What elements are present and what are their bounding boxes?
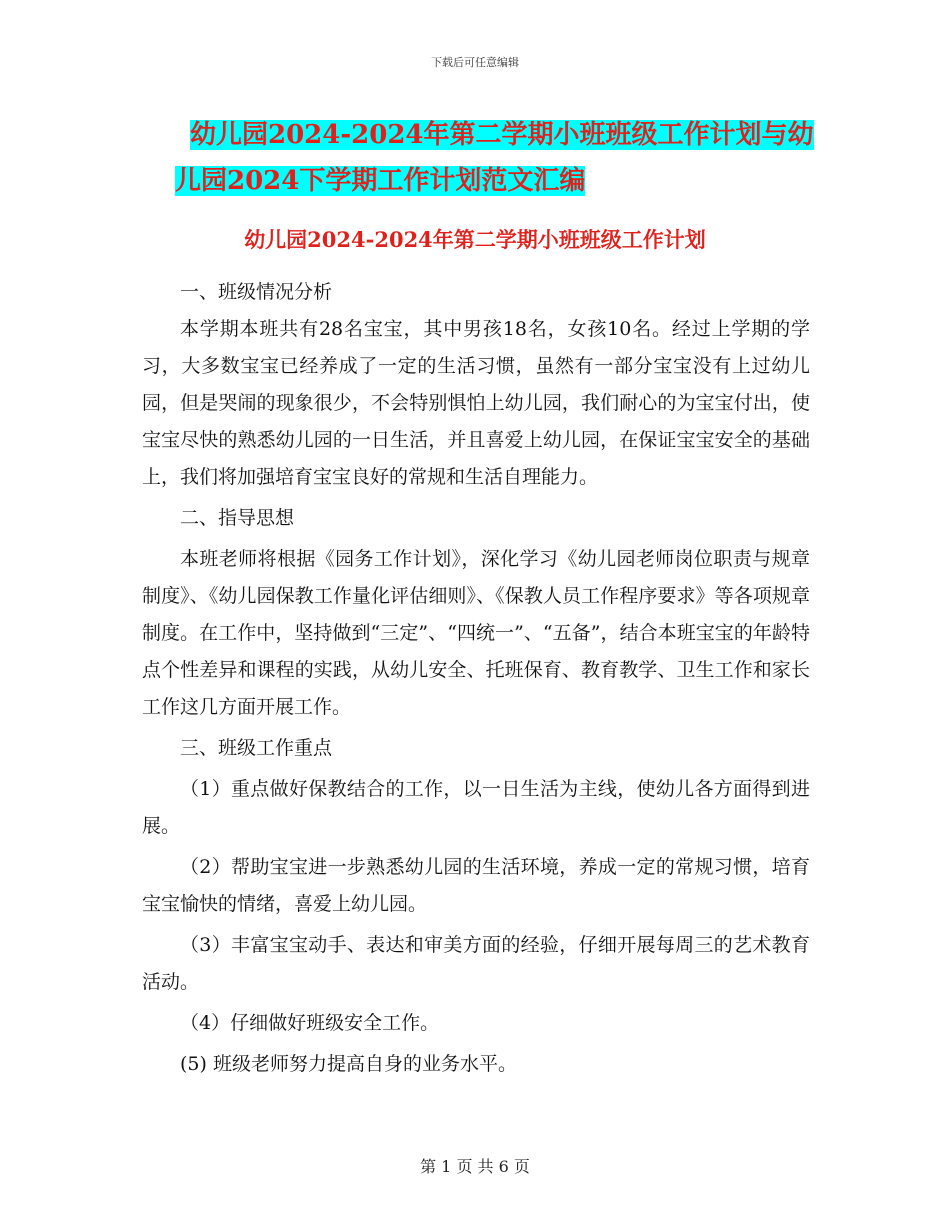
paragraph-class-analysis: 本学期本班共有28名宝宝，其中男孩18名，女孩10名。经过上学期的学习，大多数宝宝已经养成了一定的生活习惯，虽然有一部分宝宝没有上过幼儿园，但是哭闹的现象很少，不会特别惧怕上幼儿园，我们耐心的为宝宝付出，使宝宝尽快的熟悉幼儿园的一日生活，并且喜爱上幼儿园，在保证宝宝安全的基础上，我们将加强培育宝宝良好的常规和生活自理能力。 [142,318,810,488]
focus-item-2: （2）帮助宝宝进一步熟悉幼儿园的生活环境，养成一定的常规习惯，培育宝宝愉快的情绪，喜爱上幼儿园。 [142,856,810,915]
header-note: 下载后可任意编辑 [431,56,519,69]
title-line-1 [140,112,820,158]
title-line-2 [140,158,820,204]
title-line-1-text: 幼儿园2024-2024年第二学期小班班级工作计划与幼 [190,120,814,150]
page-footer: 第 1 页 共 6 页 [420,1157,530,1176]
heading-class-analysis: 一、班级情况分析 [180,281,333,303]
focus-item-4: （4）仔细做好班级安全工作。 [180,1012,440,1034]
focus-item-3: （3）丰富宝宝动手、表达和审美方面的经验，仔细开展每周三的艺术教育活动。 [142,934,810,993]
focus-item-1: （1）重点做好保教结合的工作，以一日生活为主线，使幼儿各方面得到进展。 [142,778,810,837]
title-line-2-text: 儿园2024下学期工作计划范文汇编 [175,166,586,196]
document-body [142,274,810,1083]
heading-guiding-thought: 二、指导思想 [180,507,295,529]
heading-work-focus: 三、班级工作重点 [180,737,333,759]
section-title: 幼儿园2024-2024年第二学期小班班级工作计划 [244,227,706,252]
document-title [140,112,820,204]
paragraph-guiding-thought: 本班老师将根据《园务工作计划》，深化学习《幼儿园老师岗位职责与规章制度》、《幼儿园保教工作量化评估细则》、《保教人员工作程序要求》等各项规章制度。在工作中，坚持做到“三定”、“四统一”、“五备”，结合本班宝宝的年龄特点个性差异和课程的实践，从幼儿安全、托班保育、教育教学、卫生工作和家长工作这几方面开展工作。 [142,548,810,718]
focus-item-5: (5) 班级老师努力提高自身的业务水平。 [180,1053,517,1075]
